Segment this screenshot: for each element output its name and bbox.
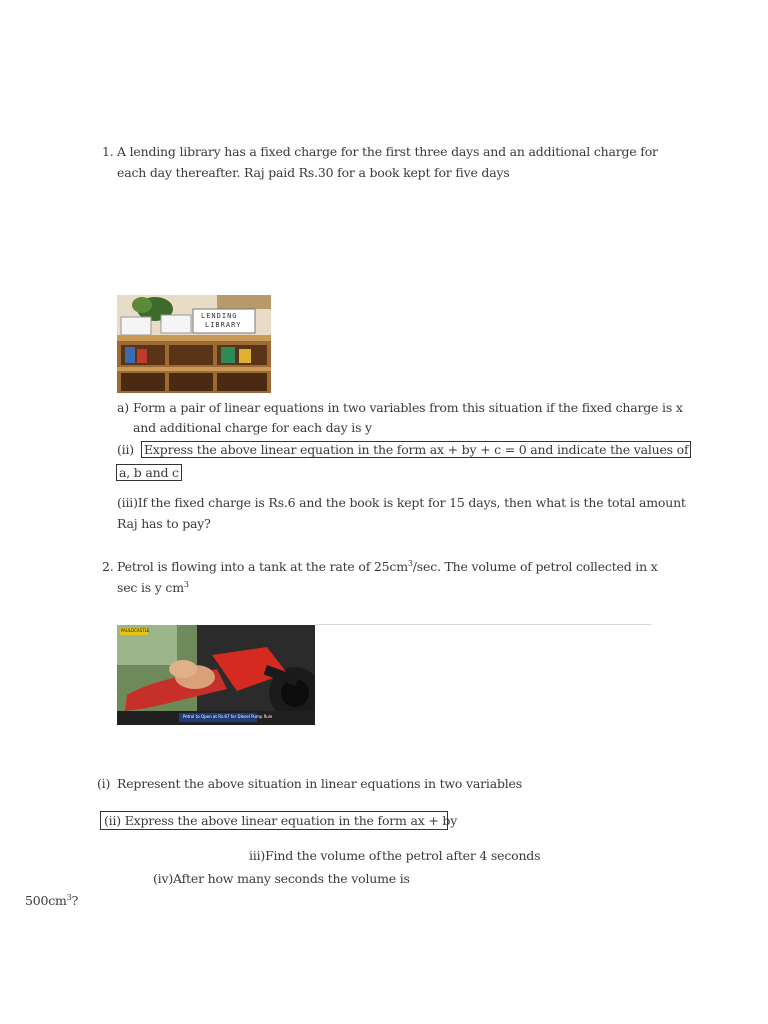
divider [315, 624, 651, 625]
q2-part-ii-box [100, 811, 458, 830]
q2-part-iii-b: the petrol after 4 seconds [382, 848, 541, 863]
part-iii-line2: Raj has to pay? [117, 516, 211, 531]
question-1-number: 1. [102, 144, 114, 159]
question-2-number: 2. [102, 559, 114, 574]
q2-part-i-text: Represent the above situation in linear equations in two variables [117, 776, 522, 791]
part-a-line2: and additional charge for each day is y [133, 420, 372, 435]
question-1-line2: each day thereafter. Raj paid Rs.30 for a book kept for five days [117, 165, 510, 180]
q2-part-iv: (iv)After how many seconds the volume is [153, 871, 410, 886]
part-ii-line1: Express the above linear equation in the form ax + by + c = 0 and indicate the values of [141, 441, 691, 458]
part-a-line1: Form a pair of linear equations in two variables from this situation if the fixed charge is x [133, 400, 683, 415]
part-a-label: a) [117, 400, 129, 415]
q2-part-i-label: (i) [97, 776, 111, 791]
petrol-image-caption: Petrol to Open at Rs.67 for Diesel Pump Rule [183, 714, 273, 719]
question-1-line1: A lending library has a fixed charge for the first three days and an additional charge for [117, 144, 658, 159]
part-ii-label: (ii) [117, 442, 134, 457]
part-ii-line2: a, b and c [116, 464, 182, 481]
question-2-line2: sec is y $cm^3$ [117, 580, 189, 596]
petrol-image-tag: PAULDCASTLE [121, 628, 150, 633]
library-sign-line2: LIBRARY [205, 321, 242, 329]
petrol-pump-image [117, 625, 315, 725]
lending-library-image [117, 295, 271, 393]
q2-part-iv-answer: $500cm^3$? [25, 893, 79, 909]
q2-part-iii-a: iii)Find the volume of [249, 848, 381, 863]
library-sign-line1: LENDING [201, 312, 238, 320]
part-iii-line1: (iii)If the fixed charge is Rs.6 and the book is kept for 15 days, then what is the total amount [117, 495, 686, 510]
q2-part-ii-text: (ii) Express the above linear equation in the form ax + by [104, 813, 458, 828]
question-2-line1: Petrol is flowing into a tank at the rate of $25cm^3/\sec$. The volume of petrol collected in x [117, 559, 658, 575]
